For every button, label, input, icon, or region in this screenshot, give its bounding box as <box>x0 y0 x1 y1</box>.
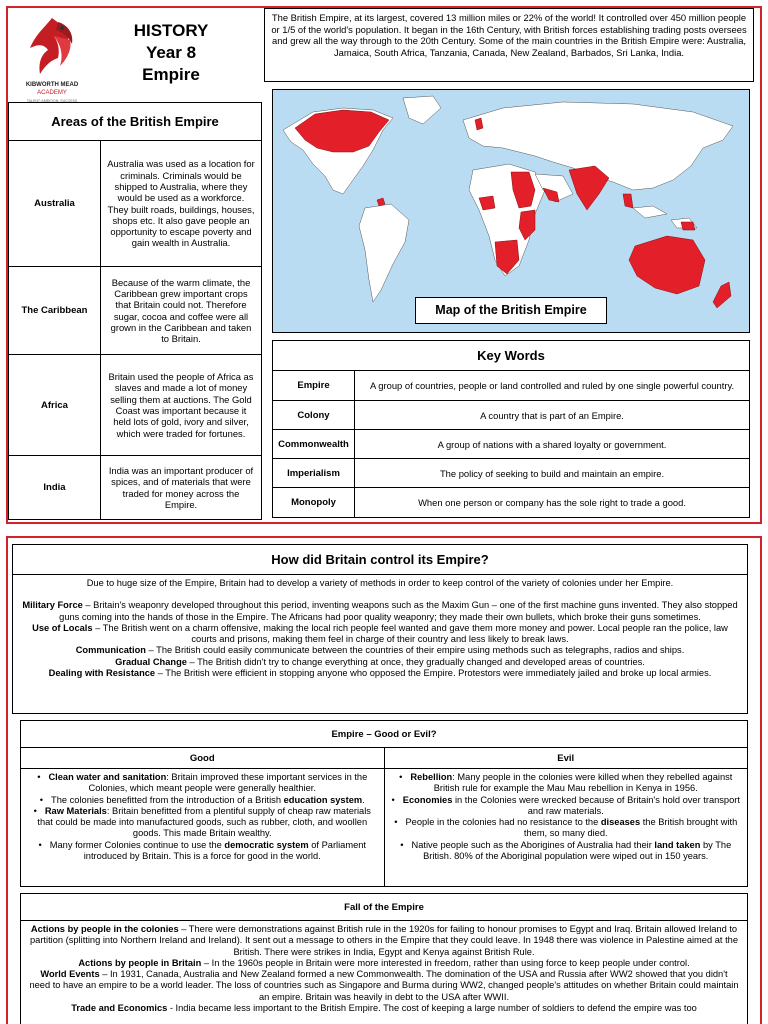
control-lead: Use of Locals <box>32 622 93 633</box>
school-motto: TALENT: AMBITION: SUCCESS <box>26 99 78 103</box>
area-desc: Britain used the people of Africa as slaves and made a lot of money selling them at auctions. The Gold Coast was important because it held lots of gold, ivory and silver, which were traded for fortunes. <box>108 371 254 439</box>
control-text: – Britain's weaponry developed throughout this period, inventing weapons such as the Maxim Gun – one of the first machine guns invented. They also stopped guns coming into the hands of those in the Empire. The Africans had poor quality weaponry; they made their own bullets, which broke their guns sometimes. <box>59 600 738 622</box>
world-map <box>272 89 750 333</box>
control-text: – The British went on a charm offensive, making the local rich people feel wanted and gave them more money and power. Local people ran the police, law courts and prisons, making them feel in charge of their country and less likely to break laws. <box>92 622 728 645</box>
keyword-row <box>273 488 749 517</box>
school-logo <box>14 14 94 110</box>
good-text: : Britain improved these important services in the Colonies, which meant people were generally healthier. <box>88 772 368 794</box>
good-evil-title: Empire – Good or Evil? <box>21 721 747 748</box>
control-text: – The British could easily communicate between the countries of their empire using methods such as telegraphs, radios and ships. <box>145 645 685 656</box>
good-text: : Britain benefitted from a plentiful supply of cheap raw materials that could be made into manufactured goods, such as rubber, cloth, and woollen goods. This made Britain wealthy. <box>37 805 371 839</box>
control-item <box>21 657 739 668</box>
control-body <box>13 575 747 682</box>
areas-table <box>8 102 262 520</box>
control-title: How did Britain control its Empire? <box>13 545 747 575</box>
keyword-def: A group of nations with a shared loyalty or government. <box>437 438 667 450</box>
evil-text: Native people such as the Aborigines of Australia had their <box>411 839 655 850</box>
area-desc: India was an important producer of spices, and of materials that were traded for money across the Empire. <box>108 464 254 510</box>
fall-text: – In the 1960s people in Britain were more interested in freedom, rather than using force to keep people under control. <box>201 957 690 968</box>
area-row <box>9 267 261 355</box>
land-greenland <box>403 96 441 124</box>
intro-text: The British Empire, at its largest, covered 13 million miles or 22% of the world! It controlled over 450 million people or 1/5 of the world's population. It began in the 16th Century, with British forces establishing trading posts oversees and grew all the way through to the 20th Century. Some of the main countries in the British Empire were: Australia, Jamaica, South Africa, Tanzania, Canada, New Zealand, Barbados, Sri Lanka, India. <box>264 8 754 82</box>
control-text: – The British didn't try to change everything at once, they gradually changed and developed areas of countries. <box>186 656 645 667</box>
control-item <box>21 600 739 623</box>
good-evil-body <box>21 769 747 886</box>
evil-item <box>391 817 742 840</box>
area-row <box>9 355 261 456</box>
good-bold: Clean water and sanitation <box>48 772 167 782</box>
good-column <box>21 769 385 886</box>
fall-item <box>29 1003 739 1014</box>
control-item <box>21 668 739 679</box>
fall-title: Fall of the Empire <box>21 894 747 921</box>
control-text: – The British were efficient in stopping anyone who opposed the Empire. Protestors were immediately jailed and broke up local armies. <box>155 668 712 679</box>
evil-bold: land taken <box>654 839 701 850</box>
good-text: . <box>362 794 365 805</box>
good-bold: democratic system <box>224 839 309 850</box>
school-sub: ACADEMY <box>37 90 67 96</box>
evil-item <box>391 840 742 863</box>
control-lead: Communication <box>75 645 146 656</box>
good-item <box>27 840 378 863</box>
page-title <box>96 20 246 86</box>
control-intro: Due to huge size of the Empire, Britain had to develop a variety of methods in order to keep control of the variety of colonies under her Empire. <box>86 578 674 588</box>
fall-text: – There were demonstrations against British rule in the 1920s for failing to honour promises to Egypt and Iraq. Britain allowed Ireland to partition (splitting into Northern Ireland and Ireland). It sent out a message to others in the Empire that they could leave. In 1948 there was violence in Palestine aimed at the British. There were strikes in India, Egypt and Kenya against British Rule. <box>29 924 738 957</box>
empire-new-zealand <box>713 282 731 308</box>
school-name: KIBWORTH MEAD <box>25 82 79 88</box>
control-lead: Gradual Change <box>115 656 187 667</box>
keyword-row <box>273 371 749 401</box>
keyword-def: When one person or company has the sole right to trade a good. <box>418 497 686 508</box>
evil-text: People in the colonies had no resistance to the <box>405 817 601 828</box>
evil-header: Evil <box>557 753 575 764</box>
empire-papua <box>681 222 695 230</box>
fall-lead: Actions by people in Britain <box>78 957 202 968</box>
keyword-row <box>273 459 749 488</box>
area-name: Australia <box>9 141 101 266</box>
fall-lead: Actions by people in the colonies <box>30 924 179 934</box>
evil-text: in the Colonies were wrecked because of Britain's hold over transport and raw materials. <box>452 794 740 816</box>
keyword-def: A group of countries, people or land controlled and ruled by one single powerful country. <box>369 380 735 391</box>
empire-india <box>569 166 609 210</box>
evil-text: : Many people in the colonies were killed when they rebelled against British rule for example the Mau Mau rebellion in Kenya in 1956. <box>433 772 733 794</box>
keyword-term: Colony <box>273 401 355 429</box>
fall-item <box>29 958 739 969</box>
keyword-row <box>273 430 749 459</box>
control-section <box>12 544 748 714</box>
good-bold: Raw Materials <box>44 805 107 816</box>
evil-text: the British brought with them, so many died. <box>523 817 738 839</box>
empire-malaya <box>623 194 633 208</box>
keyword-def: A country that is part of an Empire. <box>480 409 624 421</box>
fall-text: – In 1931, Canada, Australia and New Zealand formed a new Commonwealth. The domination of the USA and Russia after WW2 showed that you didn't need to have an empire to be a world leader. The loss of countries such as Singapore and Burma during WW2, changed people's attitudes on whether Britain could maintain an empire. Britain was heavily in debt to the USA after WWII. <box>29 969 739 1002</box>
evil-text: by The British. 80% of the Aboriginal population were wiped out in 150 years. <box>423 839 732 862</box>
land-south-america <box>359 204 409 302</box>
keyword-def: The policy of seeking to build and maintain an empire. <box>439 467 665 479</box>
empire-australia <box>629 236 705 294</box>
good-evil-header <box>21 748 747 769</box>
subject-title: HISTORY <box>133 21 209 40</box>
control-item <box>21 623 739 646</box>
empire-caribbean <box>377 198 385 206</box>
area-row <box>9 456 261 519</box>
good-evil-table <box>20 720 748 887</box>
good-item <box>27 772 378 795</box>
areas-title: Areas of the British Empire <box>9 103 261 141</box>
evil-bold: Economies <box>402 794 453 805</box>
area-name: Africa <box>9 355 101 455</box>
good-text: of Parliament introduced by Britain. This is a force for good in the world. <box>83 839 367 862</box>
area-row <box>9 141 261 267</box>
fall-body <box>21 921 747 1017</box>
good-text: Many former Colonies continue to use the <box>49 839 225 850</box>
good-item <box>27 795 378 806</box>
phoenix-logo-icon <box>14 14 90 80</box>
area-name: The Caribbean <box>9 267 101 354</box>
area-desc: Australia was used as a location for criminals. Criminals would be shipped to Australia, where they would be used as a workforce. They built roads, buildings, houses, shops etc. It also gave people an opportunity to escape poverty and gain wealth in Australia. <box>107 158 255 249</box>
control-lead: Military Force <box>22 600 83 611</box>
evil-bold: diseases <box>600 817 641 828</box>
evil-item <box>391 795 742 818</box>
control-item <box>21 645 739 656</box>
map-label: Map of the British Empire <box>415 297 607 324</box>
keyword-term: Monopoly <box>273 488 355 517</box>
fall-text: - India became less important to the British Empire. The cost of keeping a large number of soldiers to defend the empire was too <box>167 1003 697 1014</box>
keyword-term: Empire <box>273 371 355 400</box>
area-desc: Because of the warm climate, the Caribbean grew important crops that Britain could not. Therefore sugar, cocoa and coffee were all grown in the Caribbean and taken to Britain. <box>110 276 252 345</box>
good-bold: education system <box>283 794 363 805</box>
good-text: The colonies benefitted from the introduction of a British <box>51 794 284 805</box>
evil-bold: Rebellion <box>410 772 453 782</box>
keywords-table <box>272 340 750 518</box>
keyword-term: Commonwealth <box>273 430 355 458</box>
keywords-title: Key Words <box>273 341 749 371</box>
topic-title: Empire <box>142 65 200 84</box>
keyword-row <box>273 401 749 430</box>
keyword-term: Imperialism <box>273 459 355 487</box>
good-header: Good <box>21 748 385 768</box>
evil-item <box>391 772 742 795</box>
empire-south-africa <box>495 240 519 274</box>
year-title: Year 8 <box>145 43 197 62</box>
land-islands <box>633 206 667 218</box>
fall-item <box>29 969 739 1003</box>
fall-lead: World Events <box>40 969 100 980</box>
fall-section <box>20 893 748 1024</box>
evil-column <box>385 769 748 886</box>
fall-lead: Trade and Economics <box>71 1003 168 1014</box>
fall-item <box>29 924 739 958</box>
control-lead: Dealing with Resistance <box>48 668 156 679</box>
area-name: India <box>9 456 101 519</box>
good-item <box>27 806 378 840</box>
